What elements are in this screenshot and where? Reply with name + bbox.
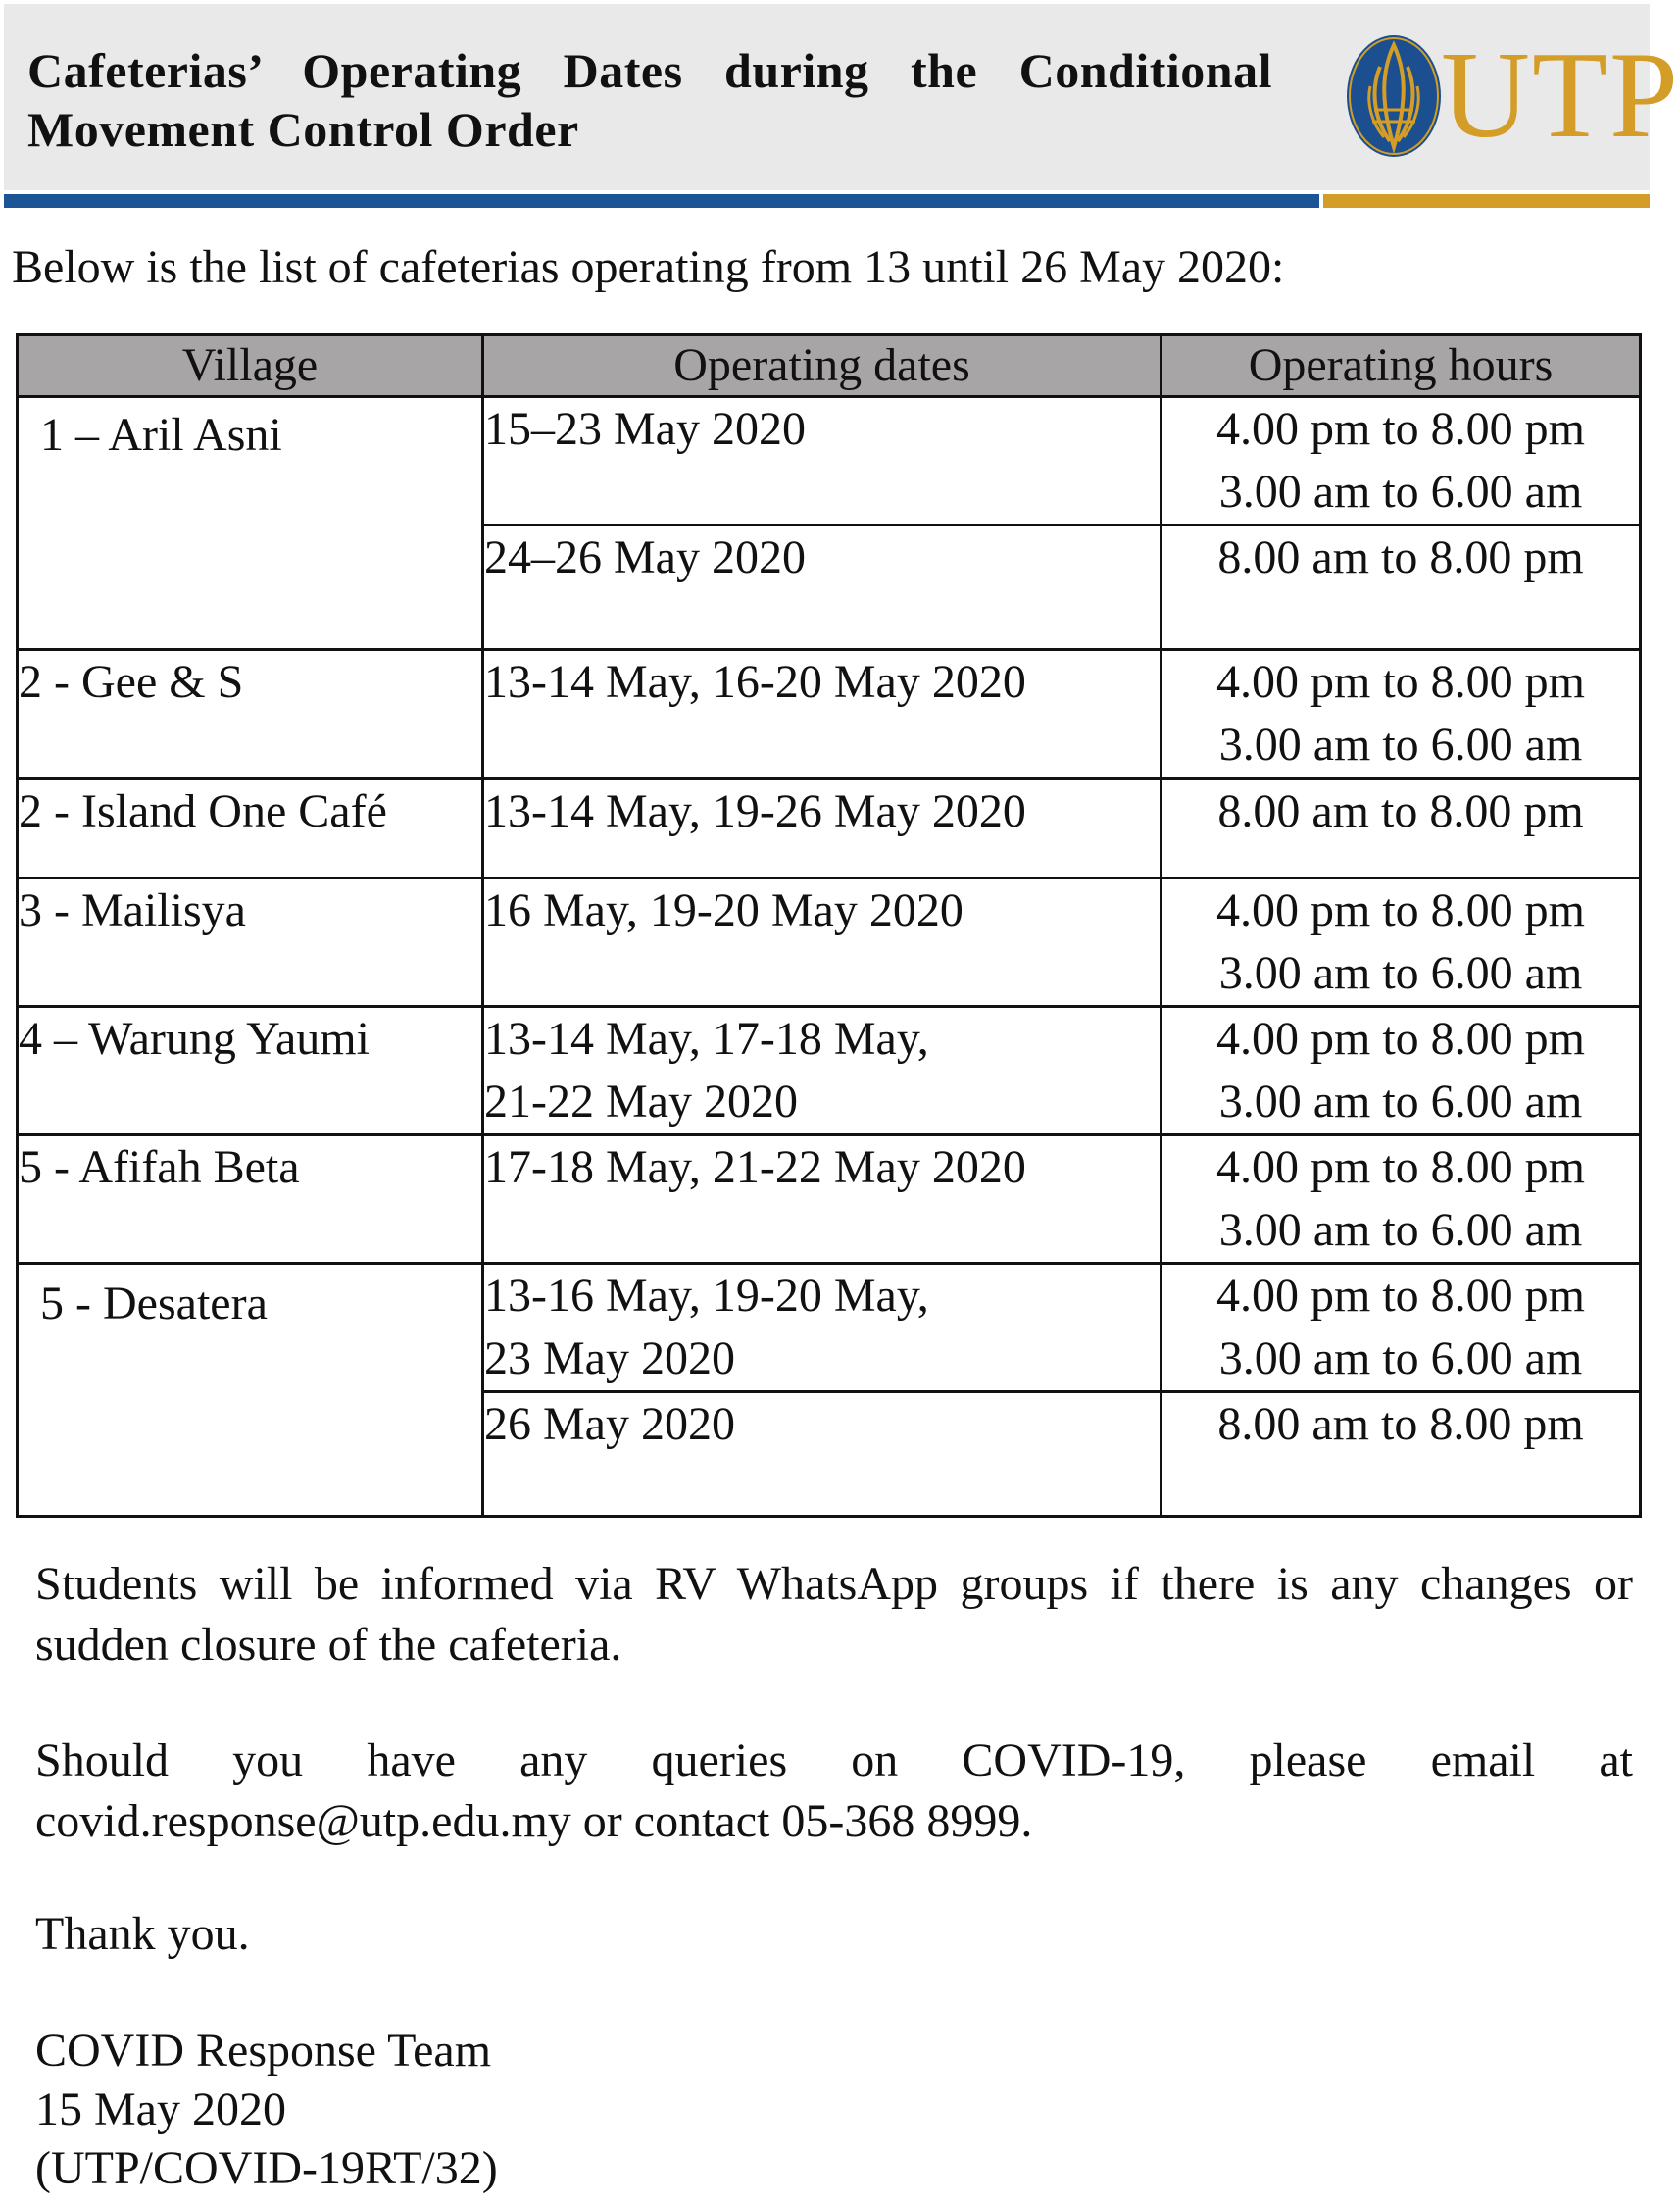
signature-team: COVID Response Team	[35, 2025, 492, 2077]
hours-line: 3.00 am to 6.00 am	[1218, 466, 1583, 518]
village-cell: 5 - Afifah Beta	[18, 1135, 483, 1264]
dates-cell	[483, 1392, 1161, 1517]
dates-line: 13-14 May, 19-26 May 2020	[484, 785, 1026, 837]
dates-cell	[483, 650, 1161, 779]
column-header-operating-hours: Operating hours	[1161, 335, 1641, 397]
dates-line: 16 May, 19-20 May 2020	[484, 884, 964, 936]
hours-line: 3.00 am to 6.00 am	[1218, 1332, 1583, 1384]
hours-line: 4.00 pm to 8.00 pm	[1215, 656, 1585, 708]
table-row	[18, 397, 1641, 526]
column-header-operating-dates: Operating dates	[483, 335, 1161, 397]
village-cell: 3 - Mailisya	[18, 878, 483, 1007]
dates-line: 13-14 May, 17-18 May,	[484, 1013, 929, 1065]
hours-cell	[1161, 1135, 1641, 1264]
hours-cell	[1161, 878, 1641, 1007]
dates-line: 21-22 May 2020	[484, 1076, 798, 1128]
hours-line: 4.00 pm to 8.00 pm	[1215, 403, 1585, 455]
thank-you-text: Thank you.	[35, 1908, 250, 1960]
dates-line: 13-16 May, 19-20 May,	[484, 1270, 929, 1322]
dates-cell	[483, 878, 1161, 1007]
queries-notice: Should you have any queries on COVID-19, please email at covid.response@utp.edu.my or contact 05-368 8999.	[35, 1734, 1633, 1847]
village-cell: 2 - Island One Café	[18, 779, 483, 878]
whatsapp-notice: Students will be informed via RV WhatsApp groups if there is any changes or sudden closure of the cafeteria.	[35, 1558, 1633, 1671]
table-row	[18, 1007, 1641, 1135]
page-title: Cafeterias’ Operating Dates during the Conditional Movement Control Order	[27, 43, 1272, 157]
table-row	[18, 878, 1641, 1007]
village-cell: 5 - Desatera	[18, 1264, 483, 1517]
hours-cell	[1161, 1392, 1641, 1517]
dates-line: 17-18 May, 21-22 May 2020	[484, 1141, 1026, 1193]
column-header-village: Village	[18, 335, 483, 397]
hours-line: 3.00 am to 6.00 am	[1218, 1204, 1583, 1256]
hours-line: 3.00 am to 6.00 am	[1218, 719, 1583, 771]
signature-date: 15 May 2020	[35, 2083, 286, 2135]
table-header-row	[18, 335, 1641, 397]
dates-line: 26 May 2020	[484, 1398, 735, 1450]
intro-text: Below is the list of cafeterias operating from 13 until 26 May 2020:	[12, 241, 1285, 293]
hours-line: 4.00 pm to 8.00 pm	[1215, 1270, 1585, 1322]
dates-cell	[483, 779, 1161, 878]
header-rule-gold	[1323, 194, 1650, 208]
table-row	[18, 650, 1641, 779]
reference-number: (UTP/COVID-19RT/32)	[35, 2142, 498, 2194]
village-cell: 4 – Warung Yaumi	[18, 1007, 483, 1135]
dates-cell	[483, 1007, 1161, 1135]
hours-line: 3.00 am to 6.00 am	[1218, 947, 1583, 999]
hours-cell	[1161, 526, 1641, 650]
village-cell: 2 - Gee & S	[18, 650, 483, 779]
dates-cell	[483, 1264, 1161, 1392]
hours-line: 4.00 pm to 8.00 pm	[1215, 1013, 1585, 1065]
hours-cell	[1161, 1264, 1641, 1392]
hours-line: 4.00 pm to 8.00 pm	[1215, 884, 1585, 936]
hours-cell	[1161, 397, 1641, 526]
table-row	[18, 1135, 1641, 1264]
dates-line: 23 May 2020	[484, 1332, 735, 1384]
dates-cell	[483, 397, 1161, 526]
village-cell: 1 – Aril Asni	[18, 397, 483, 650]
hours-line: 4.00 pm to 8.00 pm	[1215, 1141, 1585, 1193]
hours-line: 3.00 am to 6.00 am	[1218, 1076, 1583, 1128]
hours-line: 8.00 am to 8.00 pm	[1217, 1398, 1584, 1450]
header-rule-blue	[4, 194, 1319, 208]
hours-cell	[1161, 1007, 1641, 1135]
hours-cell	[1161, 650, 1641, 779]
hours-cell	[1161, 779, 1641, 878]
dates-cell	[483, 526, 1161, 650]
dates-line: 13-14 May, 16-20 May 2020	[484, 656, 1026, 708]
cafeteria-schedule-table	[16, 333, 1642, 1518]
header-banner	[4, 4, 1680, 190]
dates-line: 15–23 May 2020	[484, 403, 806, 455]
table-row	[18, 1264, 1641, 1392]
hours-line: 8.00 am to 8.00 pm	[1217, 785, 1584, 837]
logo-text: UTP	[1441, 27, 1680, 164]
dates-line: 24–26 May 2020	[484, 531, 806, 583]
hours-line: 8.00 am to 8.00 pm	[1217, 531, 1584, 583]
utp-logo	[1337, 27, 1680, 164]
table-row	[18, 779, 1641, 878]
dates-cell	[483, 1135, 1161, 1264]
